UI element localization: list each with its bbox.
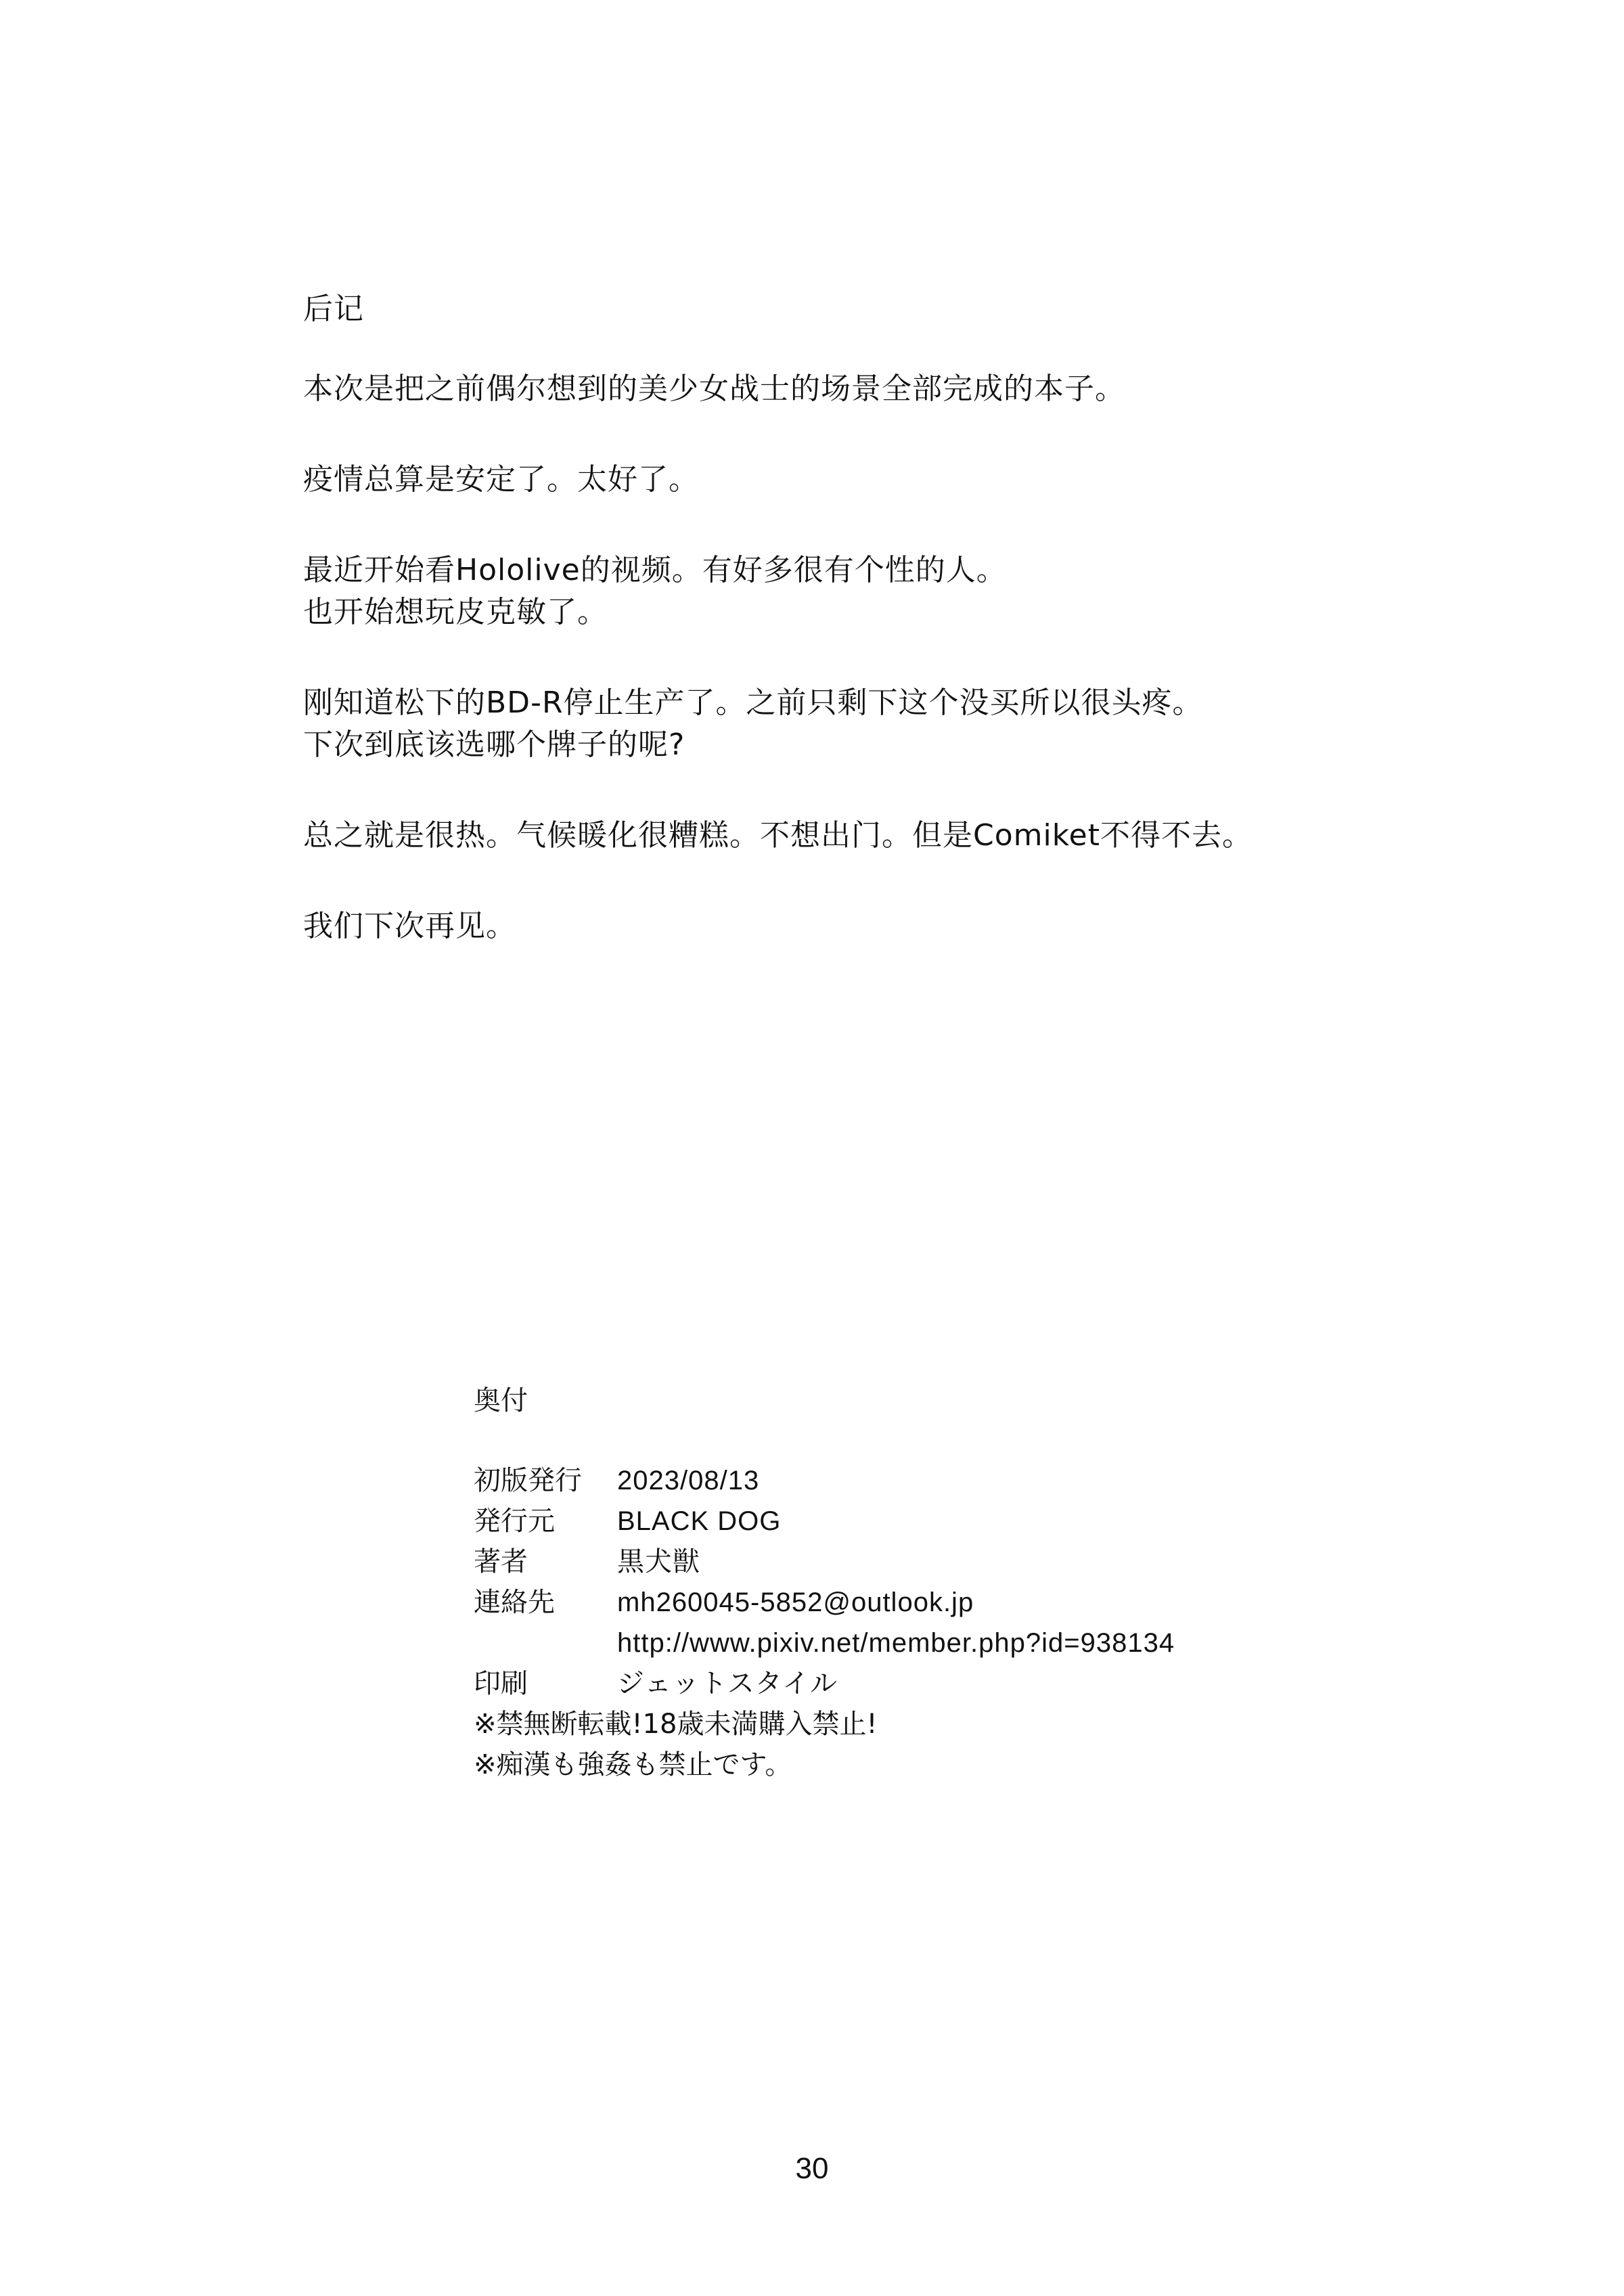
contact-email: mh260045-5852@outlook.jp: [617, 1588, 974, 1617]
colophon-label: 著者: [474, 1546, 528, 1577]
colophon-value: 黒犬獣: [617, 1547, 700, 1577]
colophon-notice: ※痴漢も強姦も禁止です。: [474, 1749, 792, 1780]
colophon-label: 連絡先: [474, 1587, 555, 1618]
colophon-row-publisher: [474, 1501, 1175, 1541]
afterword-paragraph: [303, 549, 1521, 633]
colophon-value: BLACK DOG: [617, 1506, 782, 1536]
colophon-table: [474, 1460, 1175, 1704]
colophon-value: ジェットスタイル: [617, 1669, 838, 1698]
colophon-row-author: [474, 1541, 1175, 1582]
afterword-line: 最近开始看Hololive的视频。有好多很有个性的人。: [303, 553, 1007, 587]
colophon-label: 印刷: [474, 1668, 528, 1699]
colophon-row-printer: [474, 1663, 1175, 1704]
afterword-section: [303, 288, 1521, 996]
afterword-line: 也开始想玩皮克敏了。: [303, 595, 608, 629]
afterword-line: 我们下次再见。: [303, 909, 516, 943]
colophon-title: 奥付: [474, 1385, 528, 1416]
afterword-line: 总之就是很热。气候暖化很糟糕。不想出门。但是Comiket不得不去。: [303, 818, 1253, 853]
colophon-label: 初版発行: [474, 1465, 582, 1496]
colophon-value: 2023/08/13: [617, 1466, 760, 1495]
colophon-label: [474, 1623, 617, 1663]
afterword-paragraph: [303, 459, 1521, 501]
colophon-notice: ※禁無断転載!18歳未満購入禁止!: [474, 1709, 878, 1740]
colophon-row-contact-url: [474, 1623, 1175, 1663]
afterword-paragraph: [303, 905, 1521, 947]
contact-url: http://www.pixiv.net/member.php?id=938134: [617, 1628, 1175, 1658]
afterword-line: 刚知道松下的BD-R停止生产了。之前只剩下这个没买所以很头疼。: [303, 685, 1203, 720]
colophon-row-first-edition: [474, 1460, 1175, 1501]
afterword-line: 疫情总算是安定了。太好了。: [303, 462, 699, 497]
colophon-label: 発行元: [474, 1506, 555, 1537]
colophon-row-contact: [474, 1582, 1175, 1623]
afterword-paragraph: [303, 682, 1521, 766]
colophon-section: [474, 1380, 1489, 1785]
afterword-line: 下次到底该选哪个牌子的呢?: [303, 727, 685, 762]
page-number: 30: [795, 2152, 829, 2185]
afterword-paragraph: [303, 368, 1521, 410]
afterword-paragraph: [303, 815, 1521, 857]
afterword-title: 后记: [303, 292, 364, 326]
afterword-line: 本次是把之前偶尔想到的美少女战士的场景全部完成的本子。: [303, 372, 1125, 406]
